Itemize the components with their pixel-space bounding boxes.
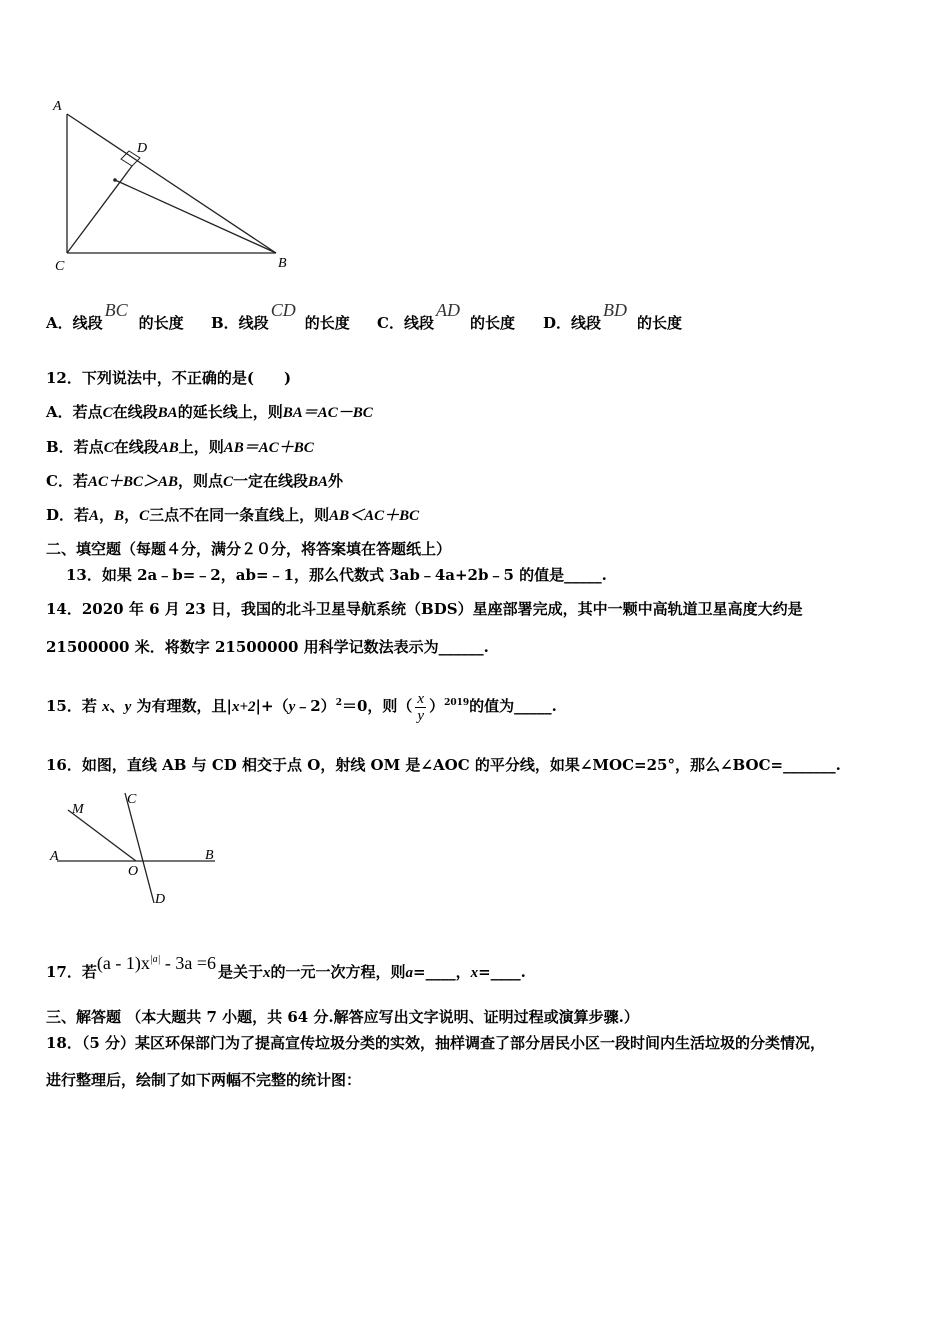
q11-option-a: A．线段 BC 的长度: [46, 300, 184, 332]
q15-text: 15．若 x、y 为有理数，且|x+2|+（y﹣2）$^2$＝0，则（ $\frac{x}{y}$ ）$^{2019}$的值为_____.: [46, 690, 557, 724]
label-D: D: [137, 141, 148, 156]
q11-option-c: C．线段 AD 的长度: [377, 300, 515, 332]
label-A: A: [53, 99, 62, 114]
q18-line1: 18．（5 分）某区环保部门为了提高宣传垃圾分类的实效，抽样调查了部分居民小区一段时间内生活垃圾的分类情况，: [46, 1034, 826, 1052]
segment-CD: [67, 166, 132, 253]
segment-AB: [67, 114, 276, 253]
q12-option-c: C．若AC＋BC＞AB，则点C一定在线段BA外: [46, 472, 344, 490]
q12-option-b: B．若点C在线段AB上，则AB＝AC＋BC: [46, 438, 314, 456]
q11-option-b: B．线段 CD 的长度: [211, 300, 350, 332]
triangle-figure: [40, 95, 310, 280]
q12-option-d: D．若A，B，C三点不在同一条直线上，则AB＜AC＋BC: [46, 506, 420, 524]
q17-equation: $(a - 1)x^{|a|} - 3a =6$: [96, 953, 216, 973]
intersecting-lines-figure: [45, 785, 230, 915]
q17-text: 17．若$(a - 1)x^{|a|} - 3a =6$ 是关于x的一元一次方程，则a=____，x=____.: [46, 953, 526, 981]
label-M: M: [72, 802, 84, 817]
label-D: D: [155, 892, 166, 907]
q16-text: 16．如图，直线 AB 与 CD 相交于点 O，射线 OM 是∠AOC 的平分线，如果∠MOC=25°，那么∠BOC=_______.: [46, 756, 841, 774]
q14-line1: 14．2020 年 6 月 23 日，我国的北斗卫星导航系统（BDS）星座部署完成，其中一颗中高轨道卫星高度大约是: [46, 600, 803, 618]
q12-option-a: A．若点C在线段BA的延长线上，则BA＝AC－BC: [46, 403, 373, 421]
label-C: C: [55, 259, 65, 274]
label-C: C: [127, 792, 137, 807]
q13-text: 13．如果 2a﹣b=﹣2，ab=﹣1，那么代数式 3ab﹣4a+2b﹣5 的值是_____.: [66, 566, 607, 584]
q14-line2: 21500000 米．将数字 21500000 用科学记数法表示为______.: [46, 638, 489, 656]
label-B: B: [278, 256, 287, 271]
label-B: B: [205, 848, 214, 863]
section3-header: 三、解答题 （本大题共 7 小题，共 64 分.解答应写出文字说明、证明过程或演算步骤.）: [46, 1008, 639, 1026]
q15-fraction: $\frac{x}{y}$: [417, 690, 425, 724]
q18-line2: 进行整理后，绘制了如下两幅不完整的统计图：: [46, 1071, 362, 1089]
q11-option-d: D．线段 BD 的长度: [543, 300, 683, 332]
q12-stem: 12．下列说法中，不正确的是( ): [46, 369, 292, 387]
line-CD: [125, 793, 154, 903]
label-A: A: [50, 849, 59, 864]
segment-PB: [115, 180, 276, 253]
label-O: O: [128, 864, 139, 879]
ray-OM: [68, 810, 136, 861]
section2-header: 二、填空题（每题４分，满分２０分，将答案填在答题纸上）: [46, 540, 452, 558]
